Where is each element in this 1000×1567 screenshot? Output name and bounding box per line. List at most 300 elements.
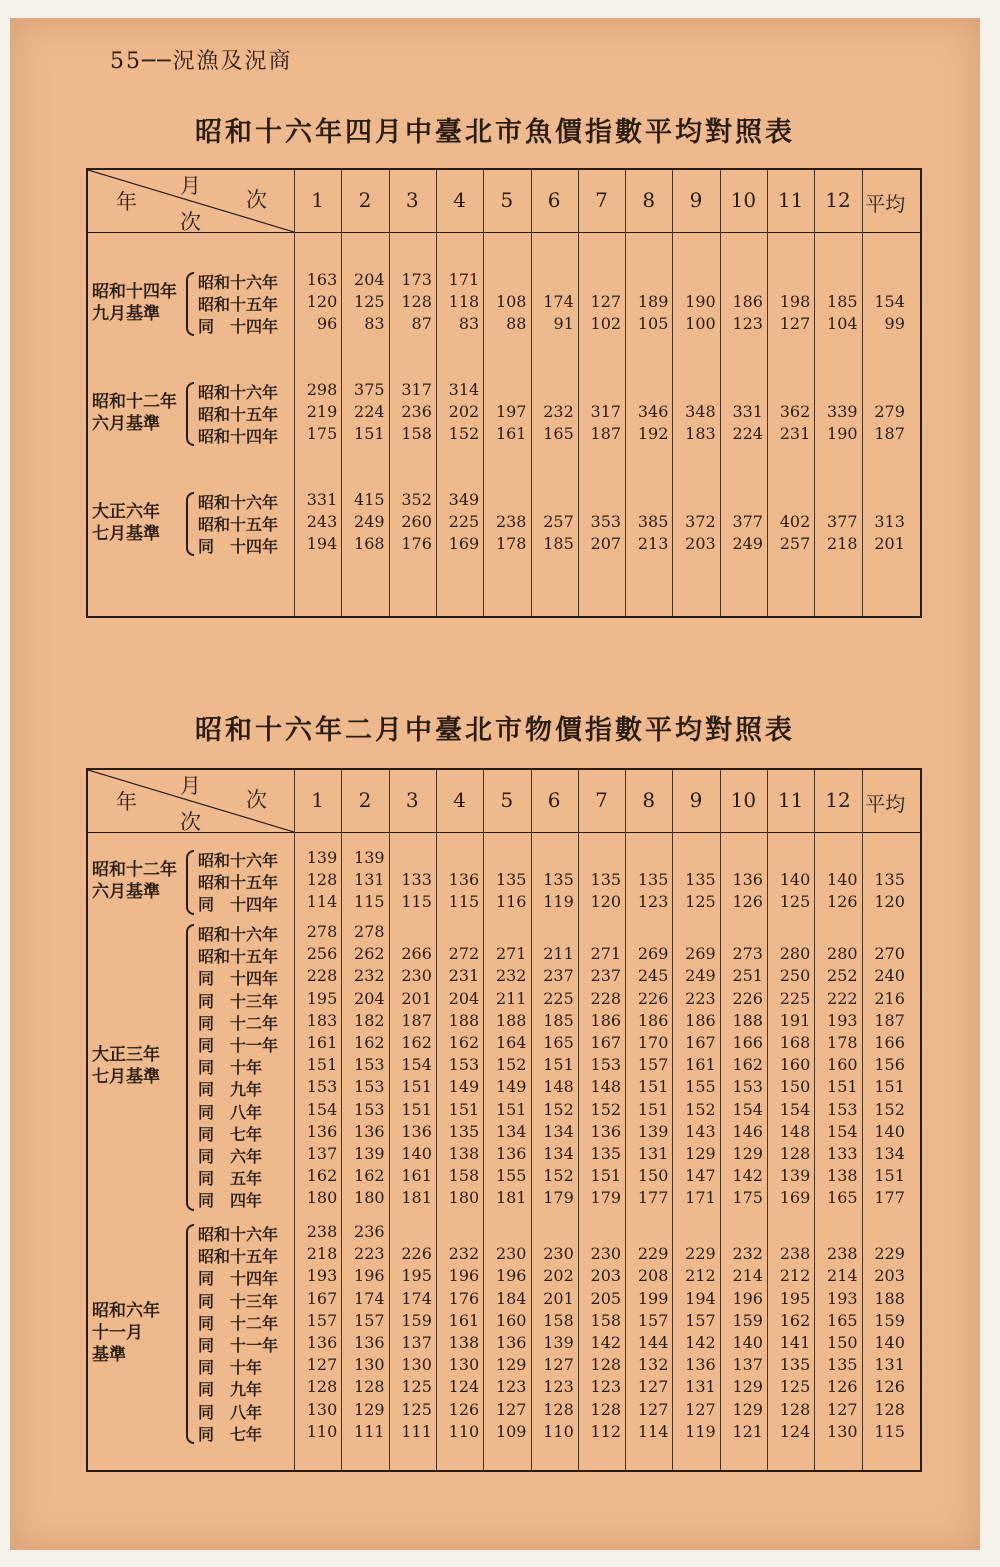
value-cell: 152 [685,1099,716,1119]
value-cell: 231 [779,424,811,443]
value-cell: 186 [590,1010,622,1030]
row-label: 昭和十六年 [198,1225,279,1244]
value-cell: 127 [543,1355,574,1375]
value-cell: 214 [827,1266,858,1286]
value-cell: 151 [495,1099,527,1119]
row-label: 同 七年 [198,1424,263,1444]
value-cell: 160 [779,1055,811,1075]
value-cell: 129 [685,1144,716,1163]
value-cell: 178 [495,534,527,553]
value-cell: 348 [685,402,716,421]
value-cell: 273 [732,944,763,964]
value-cell: 153 [827,1099,858,1119]
value-cell: 402 [779,512,811,531]
value-cell: 152 [874,1099,905,1119]
value-cell: 141 [779,1333,811,1352]
row-label: 同 九年 [198,1080,263,1100]
value-cell: 108 [495,292,527,311]
value-cell: 149 [448,1077,480,1097]
value-cell: 127 [637,1377,669,1397]
value-cell: 178 [827,1033,858,1052]
value-cell: 167 [306,1288,338,1308]
value-cell: 415 [354,490,385,509]
value-cell: 151 [874,1166,905,1186]
value-cell: 152 [543,1099,574,1119]
value-cell: 136 [732,870,763,890]
row-label: 昭和十五年 [198,873,279,893]
row-label: 昭和十五年 [198,295,279,314]
group-label-line: 昭和六年 [92,1301,160,1321]
value-cell: 162 [306,1166,338,1186]
column-label: 2 [358,188,372,212]
value-cell: 232 [495,966,527,986]
value-cell: 230 [401,966,432,986]
value-cell: 157 [306,1310,338,1330]
column-label: 4 [453,788,466,812]
value-cell: 169 [779,1188,811,1208]
value-cell: 181 [401,1188,432,1208]
value-cell: 123 [732,314,763,333]
fish-price-index-table [86,168,922,618]
value-cell: 169 [448,534,480,553]
value-cell: 162 [354,1166,385,1186]
value-cell: 188 [448,1010,480,1030]
value-cell: 238 [495,512,527,531]
value-cell: 224 [732,424,763,443]
value-cell: 139 [637,1121,669,1141]
value-cell: 194 [685,1288,716,1308]
value-cell: 135 [448,1121,480,1141]
value-cell: 139 [354,848,385,867]
column-label: 8 [642,188,656,212]
value-cell: 128 [354,1377,385,1397]
column-label: 9 [689,188,703,212]
row-label: 同 十二年 [198,1013,279,1033]
value-cell: 131 [637,1144,669,1163]
value-cell: 187 [874,424,905,443]
value-cell: 83 [458,314,480,333]
value-cell: 131 [874,1355,905,1375]
value-cell: 204 [354,988,385,1008]
value-cell: 154 [401,1055,432,1075]
value-cell: 136 [590,1121,622,1141]
value-cell: 87 [411,314,432,333]
value-cell: 196 [448,1266,480,1286]
value-cell: 331 [732,402,763,421]
value-cell: 124 [448,1377,480,1397]
value-cell: 152 [590,1099,622,1119]
value-cell: 130 [354,1355,385,1375]
value-cell: 232 [354,966,385,986]
value-cell: 183 [306,1010,338,1030]
value-cell: 257 [543,512,574,531]
value-cell: 161 [306,1033,338,1052]
value-cell: 203 [685,534,716,553]
corner-month: 月 [180,774,201,798]
value-cell: 194 [306,534,338,553]
value-cell: 181 [495,1188,527,1208]
column-label: 1 [311,188,325,212]
value-cell: 223 [685,988,716,1008]
column-label: 10 [730,188,757,212]
value-cell: 154 [827,1121,858,1141]
value-cell: 140 [732,1333,763,1352]
value-cell: 317 [401,380,432,399]
value-cell: 146 [732,1121,763,1141]
value-cell: 128 [543,1399,574,1419]
group-label-line: 昭和十四年 [92,282,177,302]
value-cell: 123 [590,1377,622,1397]
value-cell: 140 [779,870,811,890]
value-cell: 173 [401,270,432,289]
value-cell: 385 [637,512,669,531]
value-cell: 199 [637,1288,669,1308]
group-label-line: 九月基準 [92,304,160,324]
value-cell: 162 [779,1310,811,1330]
value-cell: 230 [495,1244,527,1264]
value-cell: 130 [448,1355,480,1375]
value-cell: 138 [448,1144,480,1163]
value-cell: 168 [779,1033,811,1052]
value-cell: 151 [590,1166,622,1186]
column-label: 11 [777,788,804,812]
group-label-line: 七月基準 [92,1067,160,1088]
value-cell: 132 [637,1355,669,1375]
value-cell: 125 [354,292,385,311]
value-cell: 238 [306,1222,338,1241]
commodity-price-index-table [86,768,922,1472]
value-cell: 151 [874,1077,905,1097]
row-label: 同 十三年 [198,1291,279,1311]
value-cell: 167 [685,1033,716,1052]
value-cell: 83 [364,314,385,333]
value-cell: 269 [637,944,669,964]
row-label: 同 十四年 [198,537,279,556]
row-label: 昭和十六年 [198,925,279,944]
value-cell: 127 [306,1355,338,1375]
column-label: 12 [825,188,851,212]
value-cell: 280 [779,944,811,964]
value-cell: 159 [732,1310,763,1330]
value-cell: 126 [448,1399,480,1419]
value-cell: 110 [306,1421,338,1441]
value-cell: 165 [827,1310,858,1330]
value-cell: 154 [306,1099,338,1119]
value-cell: 140 [827,870,858,890]
value-cell: 134 [543,1121,574,1141]
value-cell: 153 [354,1077,385,1097]
row-label: 昭和十五年 [198,1247,279,1267]
group-label [92,1300,188,1366]
value-cell: 150 [779,1077,811,1097]
page-header: 55──況漁及況商 [110,49,293,74]
corner-ci1: 次 [246,788,267,812]
value-cell: 151 [543,1055,574,1075]
value-cell: 188 [874,1288,905,1308]
value-cell: 225 [448,512,480,531]
value-cell: 188 [495,1010,527,1030]
value-cell: 218 [827,534,858,553]
value-cell: 174 [401,1288,432,1308]
value-cell: 272 [448,944,480,964]
value-cell: 160 [827,1055,858,1075]
value-cell: 180 [448,1188,480,1208]
column-label: 3 [405,188,419,212]
value-cell: 128 [306,1377,338,1397]
value-cell: 208 [637,1266,669,1286]
value-cell: 245 [637,966,669,986]
column-label: 8 [642,788,656,812]
row-label: 同 十年 [198,1058,263,1078]
value-cell: 180 [306,1188,338,1208]
value-cell: 262 [354,944,385,964]
value-cell: 129 [495,1355,527,1375]
group-label-line: 大正六年 [92,502,160,522]
value-cell: 186 [685,1010,716,1030]
value-cell: 158 [543,1310,574,1330]
value-cell: 158 [448,1166,480,1186]
value-cell: 149 [495,1077,527,1097]
value-cell: 164 [495,1033,527,1052]
value-cell: 88 [506,314,527,333]
value-cell: 115 [354,892,385,912]
corner-year: 年 [116,790,137,814]
value-cell: 153 [354,1055,385,1075]
value-cell: 139 [543,1333,574,1352]
row-label: 同 八年 [198,1102,263,1122]
group-label [92,859,188,903]
column-label: 12 [825,788,851,812]
value-cell: 171 [448,270,480,289]
value-cell: 193 [827,1288,858,1308]
value-cell: 192 [637,424,669,443]
value-cell: 191 [779,1010,811,1030]
value-cell: 279 [874,402,905,421]
value-cell: 238 [779,1244,811,1264]
value-cell: 189 [637,292,669,311]
value-cell: 118 [448,292,480,311]
value-cell: 130 [306,1399,338,1419]
value-cell: 125 [779,1377,811,1397]
row-label: 同 十四年 [198,1269,279,1289]
value-cell: 104 [827,314,858,333]
row-label: 同 五年 [198,1169,263,1189]
value-cell: 250 [779,966,811,986]
value-cell: 126 [827,1377,858,1397]
value-cell: 313 [874,512,905,531]
value-cell: 152 [543,1166,574,1186]
group-label-line: 七月基準 [92,524,160,544]
column-label: 3 [405,788,419,812]
value-cell: 165 [543,1033,574,1052]
value-cell: 339 [827,402,858,421]
value-cell: 257 [779,534,811,553]
value-cell: 144 [637,1333,669,1352]
row-label: 昭和十六年 [198,383,279,402]
value-cell: 229 [637,1244,669,1264]
value-cell: 154 [874,292,905,311]
value-cell: 139 [354,1144,385,1163]
value-cell: 135 [779,1355,811,1375]
value-cell: 151 [401,1099,432,1119]
table2-title: 昭和十六年二月中臺北市物價指數平均對照表 [195,715,795,746]
value-cell: 136 [354,1121,385,1141]
value-cell: 125 [401,1377,432,1397]
value-cell: 111 [354,1421,385,1441]
value-cell: 228 [306,966,338,986]
value-cell: 120 [306,292,338,311]
value-cell: 120 [874,892,905,912]
value-cell: 151 [637,1099,669,1119]
value-cell: 249 [685,966,716,986]
value-cell: 134 [543,1144,574,1163]
row-label: 昭和十五年 [198,515,279,534]
column-label: 5 [500,788,514,812]
value-cell: 128 [401,292,432,311]
value-cell: 128 [306,870,338,890]
value-cell: 225 [779,988,811,1008]
value-cell: 136 [448,870,480,890]
value-cell: 148 [543,1077,574,1097]
value-cell: 138 [448,1333,480,1352]
value-cell: 249 [732,534,763,553]
value-cell: 139 [306,848,338,867]
value-cell: 126 [827,892,858,912]
value-cell: 190 [685,292,716,311]
value-cell: 127 [495,1399,527,1419]
value-cell: 119 [543,892,574,912]
value-cell: 134 [874,1144,905,1163]
value-cell: 112 [590,1421,622,1441]
value-cell: 249 [354,512,385,531]
value-cell: 167 [590,1033,622,1052]
value-cell: 114 [637,1421,669,1441]
row-label: 同 八年 [198,1402,263,1422]
column-label: 7 [595,188,608,212]
value-cell: 155 [685,1077,716,1097]
table1-title: 昭和十六年四月中臺北市魚價指數平均對照表 [195,117,795,148]
value-cell: 162 [732,1055,763,1075]
value-cell: 157 [637,1310,669,1330]
value-cell: 185 [827,292,858,311]
value-cell: 148 [779,1121,811,1141]
value-cell: 140 [401,1144,432,1163]
value-cell: 222 [827,988,858,1008]
value-cell: 165 [543,424,574,443]
value-cell: 128 [874,1399,905,1419]
value-cell: 353 [590,512,622,531]
value-cell: 129 [732,1399,763,1419]
value-cell: 162 [354,1033,385,1052]
group-label-line: 六月基準 [92,414,160,434]
value-cell: 142 [685,1333,716,1352]
value-cell: 135 [590,1144,622,1163]
column-label: 9 [689,788,703,812]
value-cell: 269 [685,944,716,964]
value-cell: 142 [732,1166,763,1186]
value-cell: 153 [448,1055,480,1075]
value-cell: 185 [543,1010,574,1030]
value-cell: 157 [637,1055,669,1075]
value-cell: 115 [401,892,432,912]
value-cell: 346 [637,402,669,421]
value-cell: 139 [779,1166,811,1186]
value-cell: 232 [543,402,574,421]
value-cell: 133 [401,870,432,890]
value-cell: 130 [827,1421,858,1441]
value-cell: 126 [732,892,763,912]
value-cell: 137 [732,1355,763,1375]
value-cell: 251 [732,966,763,986]
group-label-line: 基準 [92,1345,126,1365]
value-cell: 116 [495,892,527,912]
value-cell: 211 [543,944,574,964]
value-cell: 166 [874,1033,905,1052]
row-label: 同 十三年 [198,991,279,1011]
value-cell: 160 [495,1310,527,1330]
value-cell: 161 [495,424,527,443]
row-label: 昭和十六年 [198,851,279,870]
value-cell: 232 [732,1244,763,1264]
value-cell: 110 [448,1421,480,1441]
value-cell: 140 [874,1333,905,1352]
value-cell: 182 [354,1010,385,1030]
value-cell: 135 [874,870,905,890]
value-cell: 195 [779,1288,811,1308]
value-cell: 162 [401,1033,432,1052]
group-label [92,501,188,545]
value-cell: 236 [401,402,432,421]
value-cell: 198 [779,292,811,311]
corner-year: 年 [116,190,137,214]
value-cell: 195 [401,1266,432,1286]
value-cell: 120 [590,892,622,912]
value-cell: 352 [401,490,432,509]
value-cell: 157 [354,1310,385,1330]
value-cell: 184 [495,1288,527,1308]
value-cell: 240 [874,966,905,986]
value-cell: 174 [354,1288,385,1308]
value-cell: 278 [306,922,338,941]
group-label [92,391,188,435]
value-cell: 177 [874,1188,905,1208]
value-cell: 188 [732,1010,763,1030]
value-cell: 179 [590,1188,622,1208]
group-bracket [186,924,194,1211]
value-cell: 151 [827,1077,858,1097]
value-cell: 137 [306,1144,338,1163]
value-cell: 136 [306,1333,338,1352]
value-cell: 187 [401,1010,432,1030]
corner-ci2: 次 [180,210,201,234]
value-cell: 228 [590,988,622,1008]
value-cell: 171 [685,1188,716,1208]
value-cell: 186 [732,292,763,311]
value-cell: 127 [779,314,811,333]
corner-month: 月 [180,174,201,198]
value-cell: 317 [590,402,622,421]
value-cell: 256 [306,944,338,964]
value-cell: 243 [306,512,338,531]
value-cell: 280 [827,944,858,964]
value-cell: 133 [827,1144,858,1163]
value-cell: 177 [637,1188,669,1208]
value-cell: 196 [354,1266,385,1286]
value-cell: 183 [685,424,716,443]
value-cell: 203 [590,1266,622,1286]
value-cell: 202 [448,402,480,421]
value-cell: 115 [448,892,480,912]
